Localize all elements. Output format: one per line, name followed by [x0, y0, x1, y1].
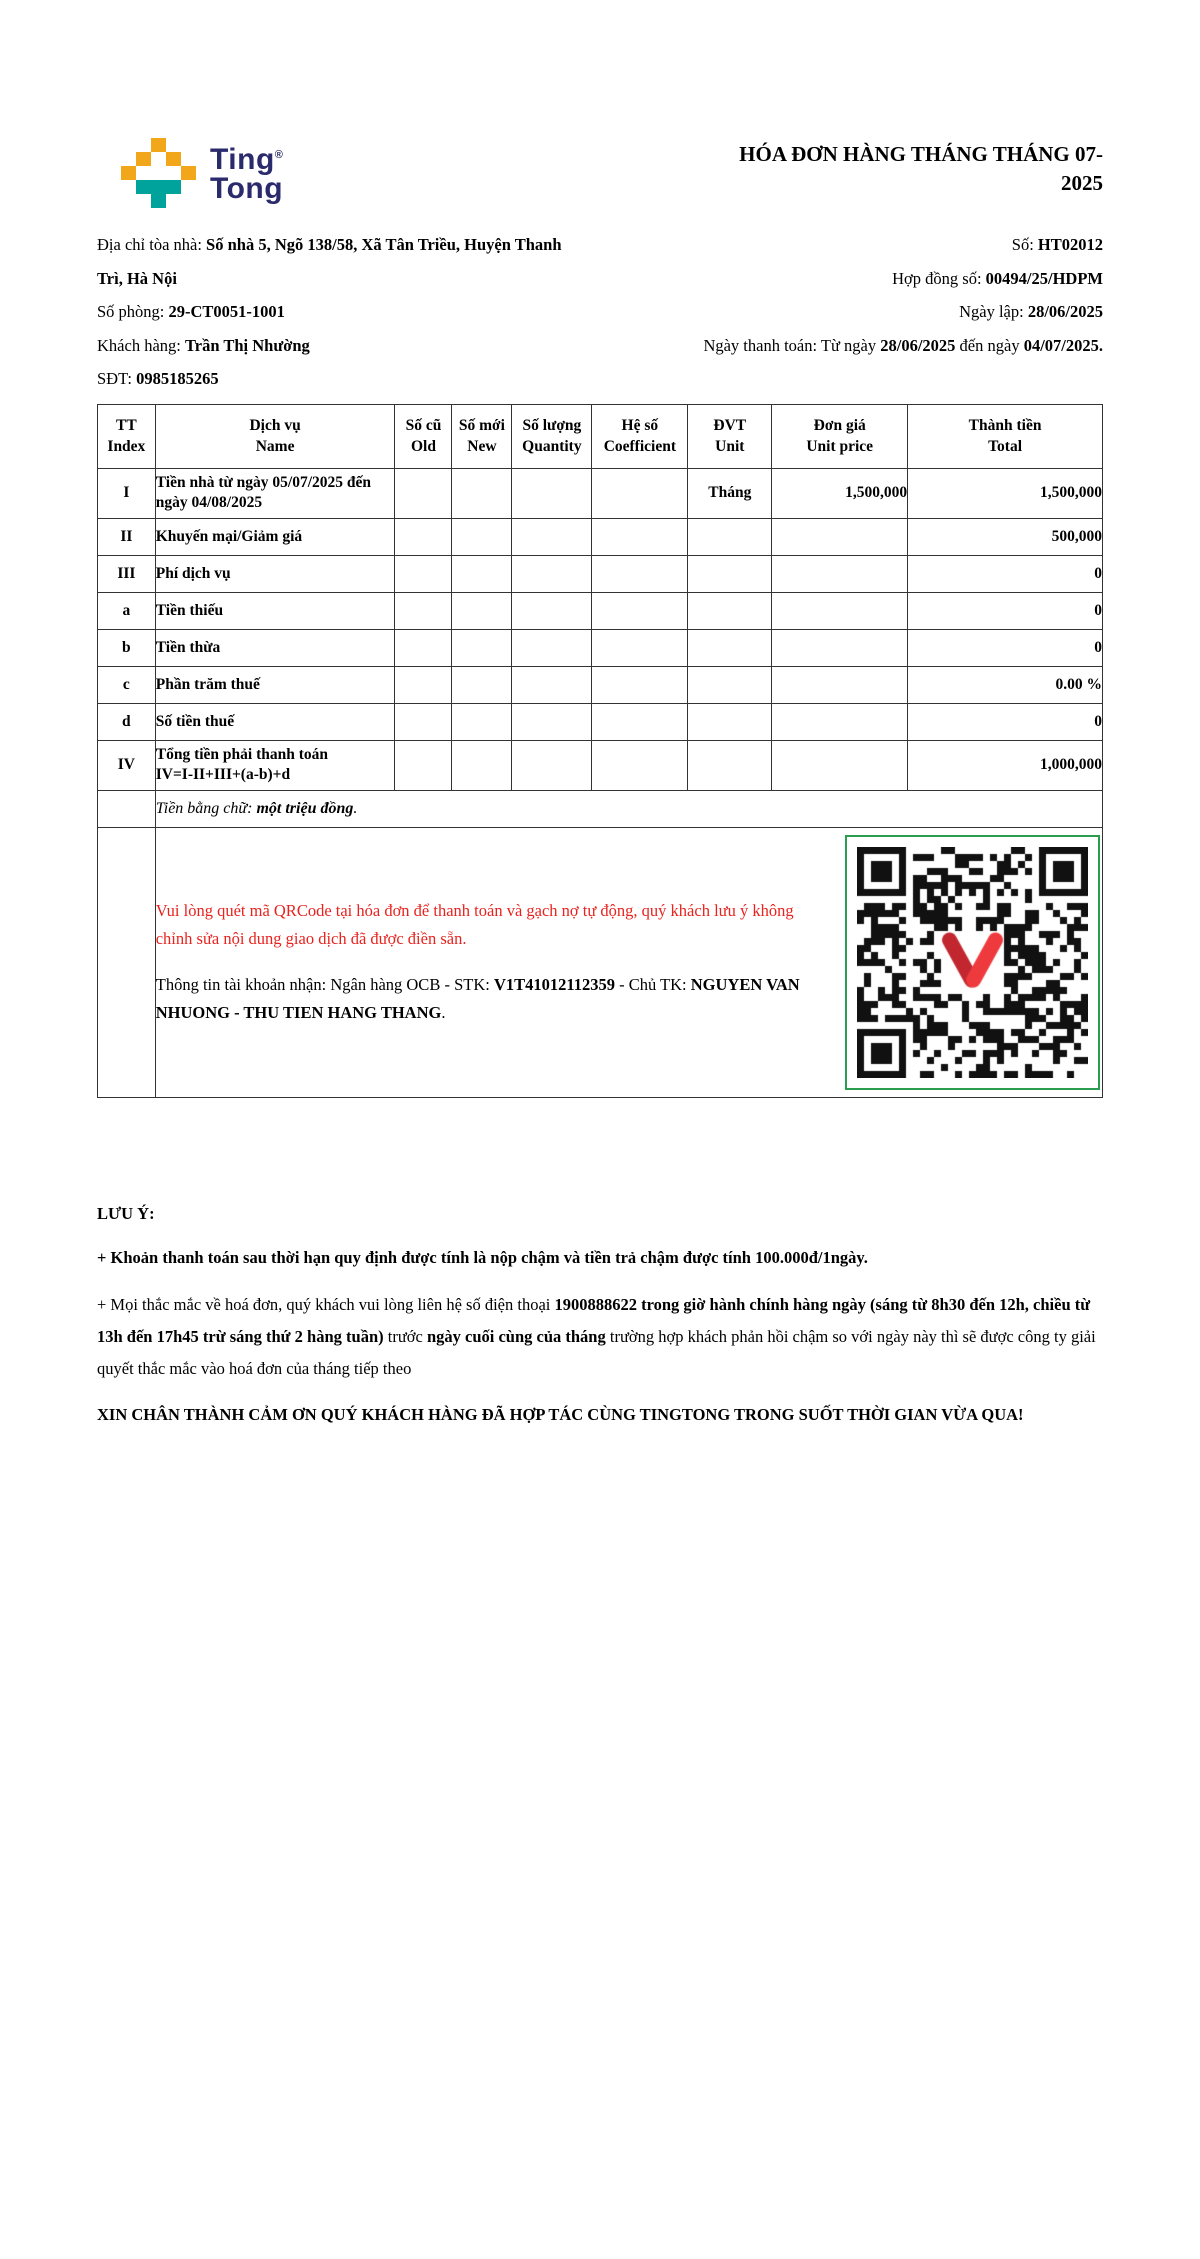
table-cell-empty — [592, 629, 688, 666]
table-cell-empty — [395, 629, 452, 666]
table-cell-empty — [688, 555, 772, 592]
logo-pixel — [151, 194, 166, 208]
row-name: Tiền nhà từ ngày 05/07/2025 đến ngày 04/08/2025 — [155, 468, 395, 518]
logo-pixel — [136, 152, 151, 166]
customer-name-line: Khách hàng: Trần Thị Nhường — [97, 335, 310, 355]
row-name: Tiền thiếu — [155, 592, 395, 629]
col-header-coefficient: Hệ số Coefficient — [592, 404, 688, 468]
row-name: Phí dịch vụ — [155, 555, 395, 592]
logo-pixel — [136, 180, 181, 194]
table-cell-empty — [592, 592, 688, 629]
payment-period-line: Ngày thanh toán: Từ ngày 28/06/2025 đến ngày 04/07/2025. — [703, 335, 1103, 355]
table-row — [98, 629, 1103, 666]
row-index: I — [98, 468, 156, 518]
table-row — [98, 518, 1103, 555]
table-cell-empty — [512, 468, 592, 518]
qr-warning-text: Vui lòng quét mã QRCode tại hóa đơn để thanh toán và gạch nợ tự động, quý khách lưu ý không chỉnh sửa nội dung giao dịch đã được điền sẵn. — [155, 901, 794, 948]
table-cell-empty — [452, 592, 512, 629]
table-cell-empty — [592, 666, 688, 703]
row-index: IV — [98, 740, 156, 790]
table-cell-empty — [395, 592, 452, 629]
col-header-old: Số cũ Old — [395, 404, 452, 468]
logo-pixel — [181, 166, 196, 180]
table-cell-empty — [592, 555, 688, 592]
table-row — [98, 555, 1103, 592]
invoice-table — [97, 404, 1103, 1098]
table-cell-empty — [512, 592, 592, 629]
table-cell-empty — [772, 555, 908, 592]
invoice-meta — [577, 228, 1103, 396]
logo-pixel — [166, 152, 181, 166]
row-total: 1,500,000 — [908, 468, 1103, 518]
table-cell-empty — [688, 629, 772, 666]
table-cell-empty — [772, 592, 908, 629]
row-name: Số tiền thuế — [155, 703, 395, 740]
col-header-unit-price: Đơn giá Unit price — [772, 404, 908, 468]
table-cell-empty — [772, 666, 908, 703]
table-cell-empty — [688, 740, 772, 790]
table-cell-empty — [512, 703, 592, 740]
qr-code — [857, 847, 1088, 1078]
row-index: d — [98, 703, 156, 740]
table-cell-empty — [395, 666, 452, 703]
col-header-quantity: Số lượng Quantity — [512, 404, 592, 468]
late-payment-note: + Khoản thanh toán sau thời hạn quy định được tính là nộp chậm và tiền trả chậm được tính 100.000đ/1ngày. — [97, 1247, 868, 1267]
table-cell-empty — [395, 703, 452, 740]
table-cell-empty — [395, 740, 452, 790]
col-header-unit: ĐVT Unit — [688, 404, 772, 468]
qr-payment-row — [98, 827, 1103, 1097]
row-total: 0 — [908, 703, 1103, 740]
row-total: 0 — [908, 555, 1103, 592]
col-header-new: Số mới New — [452, 404, 512, 468]
registered-mark: ® — [274, 149, 284, 161]
logo-pixel — [121, 166, 136, 180]
header — [97, 0, 1103, 208]
logo-wordmark — [210, 141, 283, 203]
logo-pixel — [151, 138, 166, 152]
table-cell-empty — [395, 555, 452, 592]
qr-payment-cell — [155, 827, 1102, 1097]
col-header-index: TT Index — [98, 404, 156, 468]
col-header-total: Thành tiền Total — [908, 404, 1103, 468]
table-cell-empty — [592, 740, 688, 790]
table-cell-empty — [592, 703, 688, 740]
table-cell-empty — [452, 468, 512, 518]
table-row — [98, 592, 1103, 629]
row-index: II — [98, 518, 156, 555]
thank-you-message: XIN CHÂN THÀNH CẢM ƠN QUÝ KHÁCH HÀNG ĐÃ HỢP TÁC CÙNG TINGTONG TRONG SUỐT THỜI GIAN VỪA QUA! — [97, 1404, 1024, 1424]
table-cell-empty — [772, 703, 908, 740]
table-cell-empty — [688, 592, 772, 629]
table-cell-empty — [512, 666, 592, 703]
table-cell-empty — [452, 666, 512, 703]
table-cell-empty — [452, 518, 512, 555]
table-cell-empty — [98, 790, 156, 827]
table-cell-empty — [512, 629, 592, 666]
table-cell-empty — [592, 518, 688, 555]
row-total: 0 — [908, 592, 1103, 629]
col-header-name: Dịch vụ Name — [155, 404, 395, 468]
table-cell-empty — [98, 827, 156, 1097]
table-cell-empty — [688, 666, 772, 703]
row-name: Phần trăm thuế — [155, 666, 395, 703]
table-row-grand-total — [98, 740, 1103, 790]
row-total: 0.00 % — [908, 666, 1103, 703]
building-address-line: Địa chỉ tòa nhà: Số nhà 5, Ngõ 138/58, Xã Tân Triều, Huyện Thanh Trì, Hà Nội — [97, 235, 562, 288]
table-cell-empty — [688, 703, 772, 740]
bank-account-text: Thông tin tài khoản nhận: Ngân hàng OCB - STK: V1T41012112359 - Chủ TK: NGUYEN VAN NHUONG - THU TIEN HANG THANG. — [155, 975, 800, 1022]
table-cell-empty — [772, 629, 908, 666]
footer-notes — [97, 1204, 1103, 1431]
table-cell-empty — [395, 518, 452, 555]
qr-code-frame — [845, 835, 1100, 1090]
row-index: a — [98, 592, 156, 629]
table-cell-empty — [452, 703, 512, 740]
tingtong-logo-icon — [121, 138, 196, 208]
invoice-info — [97, 228, 1103, 396]
amount-in-words-row — [98, 790, 1103, 827]
phone-line: SĐT: 0985185265 — [97, 369, 219, 388]
row-total: 500,000 — [908, 518, 1103, 555]
row-name: Khuyến mại/Giảm giá — [155, 518, 395, 555]
page-title: HÓA ĐƠN HÀNG THÁNG THÁNG 07- 2025 — [739, 142, 1103, 195]
row-total: 1,000,000 — [908, 740, 1103, 790]
table-cell-empty — [772, 740, 908, 790]
table-cell-empty — [592, 468, 688, 518]
row-name: Tiền thừa — [155, 629, 395, 666]
table-cell-empty — [395, 468, 452, 518]
invoice-number-line: Số: HT02012 — [1011, 235, 1103, 254]
room-number-line: Số phòng: 29-CT0051-1001 — [97, 302, 285, 321]
row-index: c — [98, 666, 156, 703]
payment-instructions — [156, 897, 804, 1027]
row-index: b — [98, 629, 156, 666]
table-header-row — [98, 404, 1103, 468]
amount-in-words: Tiền bằng chữ: một triệu đồng. — [155, 790, 1102, 827]
hotline-note: + Mọi thắc mắc về hoá đơn, quý khách vui lòng liên hệ số điện thoại 1900888622 trong giờ hành chính hàng ngày (sáng từ 8h30 đến 12h, chiều từ 13h đến 17h45 trừ sáng thứ 2 hàng tuần) trước ngày cuối cùng của tháng trường hợp khách phản hồi chậm so với ngày này thì sẽ được công ty giải quyết thắc mắc vào hoá đơn của tháng tiếp theo — [97, 1294, 1096, 1378]
logo-word1: Ting — [210, 143, 275, 176]
table-row — [98, 666, 1103, 703]
logo-word2: Tong — [210, 172, 284, 205]
table-cell-empty — [512, 555, 592, 592]
row-unit-price: 1,500,000 — [772, 468, 908, 518]
tingtong-logo — [121, 138, 283, 208]
row-unit: Tháng — [688, 468, 772, 518]
table-cell-empty — [772, 518, 908, 555]
table-cell-empty — [452, 629, 512, 666]
table-row — [98, 468, 1103, 518]
table-cell-empty — [512, 518, 592, 555]
row-index: III — [98, 555, 156, 592]
row-total: 0 — [908, 629, 1103, 666]
table-cell-empty — [688, 518, 772, 555]
notes-heading: LƯU Ý: — [97, 1203, 155, 1223]
table-cell-empty — [452, 555, 512, 592]
table-cell-empty — [452, 740, 512, 790]
table-row — [98, 703, 1103, 740]
contract-number-line: Hợp đồng số: 00494/25/HDPM — [892, 268, 1103, 288]
customer-info — [97, 228, 577, 396]
row-name: Tổng tiền phải thanh toán IV=I-II+III+(a-b)+d — [155, 740, 395, 790]
issue-date-line: Ngày lập: 28/06/2025 — [959, 302, 1103, 321]
table-cell-empty — [512, 740, 592, 790]
